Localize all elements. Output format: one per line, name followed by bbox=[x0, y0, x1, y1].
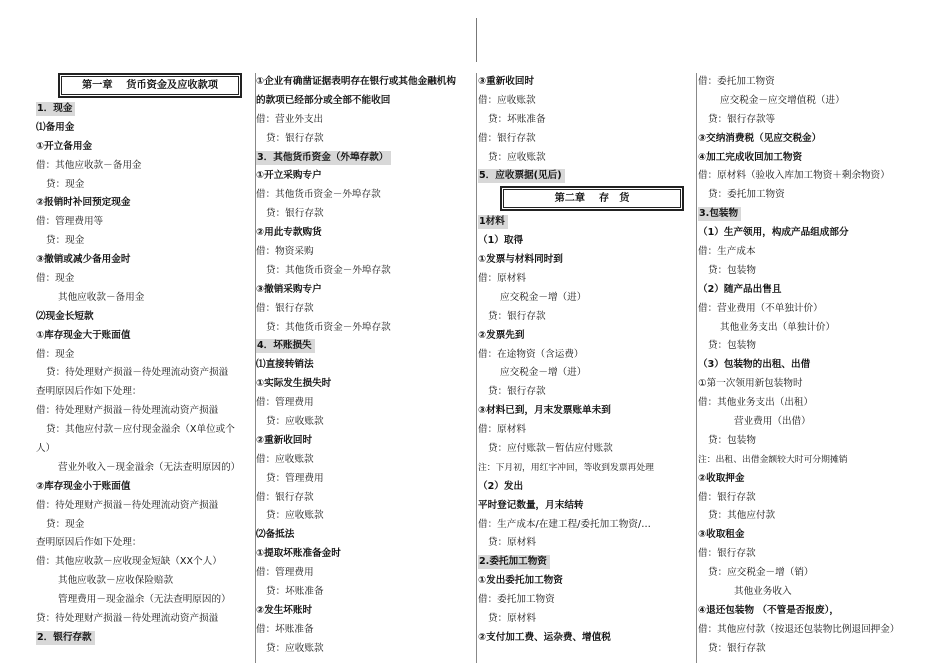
entry-line: 贷：包装物 bbox=[708, 434, 756, 446]
entry-line: 贷：现金 bbox=[46, 178, 85, 190]
section-heading-text: 3.包装物 bbox=[698, 207, 741, 221]
subheading-line: 的款项已经部分或全部不能收回 bbox=[256, 94, 391, 106]
column-divider bbox=[696, 73, 697, 663]
subheading-line: ①发票与材料同时到 bbox=[478, 254, 563, 266]
chapter-heading bbox=[58, 73, 242, 98]
subheading-line: ②库存现金小于账面值 bbox=[36, 480, 131, 492]
entry-line: 贷：其他货币资金－外埠存款 bbox=[266, 264, 391, 276]
entry-line: 贷：应收账款 bbox=[266, 416, 324, 428]
section-heading bbox=[698, 205, 918, 224]
entry-line: 查明原因后作如下处理： bbox=[36, 537, 142, 549]
entry-line: 贷：其他应付款－应付现金溢余（X单位或个 bbox=[46, 424, 235, 436]
subheading-line: ①提取坏账准备金时 bbox=[256, 548, 341, 560]
subheading-line: ③收取租金 bbox=[698, 529, 745, 541]
chapter-title: 第二章 存 货 bbox=[503, 189, 681, 208]
entry-line: 借：银行存款 bbox=[256, 302, 314, 314]
subheading-line: ②用此专款购货 bbox=[256, 227, 322, 239]
entry-line: 借：现金 bbox=[36, 273, 75, 285]
subheading-line: 平时登记数量，月末结转 bbox=[478, 499, 584, 511]
entry-line: 贷：应收账款 bbox=[488, 151, 546, 163]
entry-line: 借：管理费用 bbox=[256, 567, 314, 579]
subheading-line: ③撤销采购专户 bbox=[256, 283, 322, 295]
chapter-heading bbox=[500, 186, 684, 211]
column-divider bbox=[476, 73, 477, 663]
section-heading-text: 1材料 bbox=[478, 215, 508, 229]
entry-line: 贷：委托加工物资 bbox=[708, 189, 785, 201]
entry-line: 借：物资采购 bbox=[256, 246, 314, 258]
column-3 bbox=[478, 73, 698, 648]
subheading-line: ②发生坏账时 bbox=[256, 604, 313, 616]
section-heading-text: 4．坏账损失 bbox=[256, 339, 315, 353]
entry-line: 贷：应交税金－增（销） bbox=[708, 567, 814, 579]
subheading-line: ①开立采购专户 bbox=[256, 170, 322, 182]
entry-line: 贷：现金 bbox=[46, 235, 85, 247]
entry-line: 贷：银行存款 bbox=[708, 642, 766, 654]
section-heading bbox=[478, 553, 698, 572]
entry-line: 应交税金－应交增值税（进） bbox=[720, 94, 845, 106]
entry-line: 借：生产成本/在建工程/委托加工物资/… bbox=[478, 518, 651, 530]
entry-line: 借：银行存款 bbox=[698, 548, 756, 560]
entry-line: 借：管理费用等 bbox=[36, 216, 104, 228]
entry-line: 借：在途物资（含运费） bbox=[478, 348, 584, 360]
entry-line: 贷：待处理财产损溢－待处理流动资产损溢 bbox=[36, 613, 219, 625]
entry-line: 其他应收款－备用金 bbox=[58, 291, 145, 303]
entry-line: 借：原材料 bbox=[478, 273, 526, 285]
entry-line: 查明原因后作如下处理： bbox=[36, 386, 142, 398]
entry-line: 借：现金 bbox=[36, 348, 75, 360]
subheading-line: ①实际发生损失时 bbox=[256, 378, 332, 390]
subheading-line: ③交纳消费税（见应交税金） bbox=[698, 132, 822, 144]
entry-line: 借：其他应收款－应收现金短缺（XX个人） bbox=[36, 556, 222, 568]
entry-line: 贷：其他应付款 bbox=[708, 510, 776, 522]
column-4 bbox=[698, 73, 918, 659]
entry-line: 营业外收入－现金溢余（无法查明原因的） bbox=[58, 461, 241, 473]
entry-line: 借：银行存款 bbox=[698, 491, 756, 503]
entry-line: 借：其他货币资金－外埠存款 bbox=[256, 189, 381, 201]
subheading-line: ②发票先到 bbox=[478, 329, 525, 341]
entry-line: ①第一次领用新包装物时 bbox=[698, 378, 803, 390]
entry-line: 贷：原材料 bbox=[488, 613, 536, 625]
entry-line: 借：原材料（验收入库加工物资＋剩余物资） bbox=[698, 170, 890, 182]
entry-line: 其他业务收入 bbox=[734, 586, 792, 598]
section-heading-text: 5．应收票据(见后) bbox=[478, 169, 565, 183]
entry-line: 借：应收账款 bbox=[256, 453, 314, 465]
entry-line: 人） bbox=[36, 443, 56, 455]
entry-line: 借：管理费用 bbox=[256, 397, 314, 409]
section-heading bbox=[478, 213, 698, 232]
subheading-line: ②报销时补回预定现金 bbox=[36, 197, 131, 209]
subheading-line: ⑴直接转销法 bbox=[256, 359, 314, 371]
entry-line: 贷：包装物 bbox=[708, 264, 756, 276]
subheading-line: ③材料已到，月末发票账单未到 bbox=[478, 405, 611, 417]
entry-line: 借：生产成本 bbox=[698, 246, 756, 258]
section-heading-text: 3．其他货币资金（外埠存款） bbox=[256, 151, 391, 165]
subheading-line: ⑵备抵法 bbox=[256, 529, 295, 541]
subheading-line: ④退还包装物 （不管是否报废）， bbox=[698, 604, 839, 616]
subheading-line: ④加工完成收回加工物资 bbox=[698, 151, 803, 163]
entry-line: 其他业务支出（单独计价） bbox=[720, 321, 836, 333]
subheading-line: （2）发出 bbox=[478, 480, 524, 492]
entry-line: 贷：坏账准备 bbox=[266, 586, 324, 598]
entry-line: 其他应收款－应收保险赔款 bbox=[58, 575, 174, 587]
entry-line: 贷：包装物 bbox=[708, 340, 756, 352]
entry-line: 贷：银行存款等 bbox=[708, 113, 776, 125]
entry-line: 借：营业费用（不单独计价） bbox=[698, 302, 823, 314]
subheading-line: ②收取押金 bbox=[698, 472, 745, 484]
subheading-line: （3）包装物的出租、出借 bbox=[698, 359, 811, 371]
top-divider-line bbox=[476, 18, 477, 62]
entry-line: 借：委托加工物资 bbox=[478, 594, 555, 606]
entry-line: 贷：银行存款 bbox=[266, 208, 324, 220]
section-heading-text: 2.委托加工物资 bbox=[478, 555, 550, 569]
subheading-line: ②重新收回时 bbox=[256, 434, 313, 446]
entry-line: 管理费用－现金溢余（无法查明原因的） bbox=[58, 594, 231, 606]
entry-line: 贷：银行存款 bbox=[488, 310, 546, 322]
subheading-line: （2）随产品出售且 bbox=[698, 283, 782, 295]
entry-line: 借：营业外支出 bbox=[256, 113, 324, 125]
entry-line: 贷：银行存款 bbox=[488, 386, 546, 398]
entry-line: 贷：应付账款－暂估应付账款 bbox=[488, 443, 613, 455]
entry-line: 贷：银行存款 bbox=[266, 132, 324, 144]
entry-line: 注：下月初，用红字冲回，等收到发票再处理 bbox=[478, 462, 654, 473]
entry-line: 借：银行存款 bbox=[478, 132, 536, 144]
entry-line: 借：原材料 bbox=[478, 424, 526, 436]
subheading-line: ①开立备用金 bbox=[36, 140, 93, 152]
entry-line: 应交税金－增（进） bbox=[500, 367, 587, 379]
section-heading bbox=[36, 629, 256, 648]
entry-line: 应交税金－增（进） bbox=[500, 291, 587, 303]
entry-line: 贷：应收账款 bbox=[266, 642, 324, 654]
subheading-line: ③撤销或减少备用金时 bbox=[36, 254, 131, 266]
column-2 bbox=[256, 73, 476, 659]
section-heading bbox=[256, 337, 476, 356]
entry-line: 借：委托加工物资 bbox=[698, 76, 775, 87]
subheading-line: ⑵现金长短款 bbox=[36, 310, 94, 322]
entry-line: 贷：管理费用 bbox=[266, 472, 324, 484]
column-1 bbox=[36, 73, 256, 648]
entry-line: 营业费用（出借） bbox=[734, 416, 811, 428]
entry-line: 贷：待处理财产损溢－待处理流动资产损溢 bbox=[46, 367, 229, 379]
entry-line: 注：出租、出借金额较大时可分期摊销 bbox=[698, 454, 848, 465]
section-heading-text: 1．现金 bbox=[36, 102, 75, 116]
subheading-line: ①库存现金大于账面值 bbox=[36, 329, 131, 341]
entry-line: 借：待处理财产损溢－待处理流动资产损溢 bbox=[36, 499, 219, 511]
entry-line: 借：坏账准备 bbox=[256, 623, 314, 635]
entry-line: 贷：应收账款 bbox=[266, 510, 324, 522]
entry-line: 贷：原材料 bbox=[488, 537, 536, 549]
section-heading bbox=[478, 167, 698, 186]
section-heading-text: 2．银行存款 bbox=[36, 631, 95, 645]
section-heading bbox=[36, 100, 256, 119]
subheading-line: （1）生产领用，构成产品组成部分 bbox=[698, 227, 849, 239]
entry-line: 贷：其他货币资金－外埠存款 bbox=[266, 321, 391, 333]
chapter-title: 第一章 货币资金及应收款项 bbox=[61, 76, 239, 95]
subheading-line: ②支付加工费、运杂费、增值税 bbox=[478, 631, 611, 643]
entry-line: 借：银行存款 bbox=[256, 491, 314, 503]
entry-line: 借：其他业务支出（出租） bbox=[698, 397, 814, 409]
subheading-line: ①发出委托加工物资 bbox=[478, 575, 563, 587]
section-heading bbox=[256, 149, 476, 168]
subheading-line: （1）取得 bbox=[478, 235, 524, 247]
entry-line: 借：应收账款 bbox=[478, 94, 536, 106]
subheading-line: ①企业有确凿证据表明存在银行或其他金融机构 bbox=[256, 76, 456, 87]
subheading-line: ③重新收回时 bbox=[478, 76, 535, 87]
entry-line: 贷：现金 bbox=[46, 518, 85, 530]
subheading-line: ⑴备用金 bbox=[36, 121, 75, 133]
entry-line: 借：待处理财产损溢－待处理流动资产损溢 bbox=[36, 405, 219, 417]
entry-line: 借：其他应付款（按退还包装物比例退回押金） bbox=[698, 623, 900, 635]
entry-line: 贷：坏账准备 bbox=[488, 113, 546, 125]
entry-line: 借：其他应收款－备用金 bbox=[36, 159, 142, 171]
